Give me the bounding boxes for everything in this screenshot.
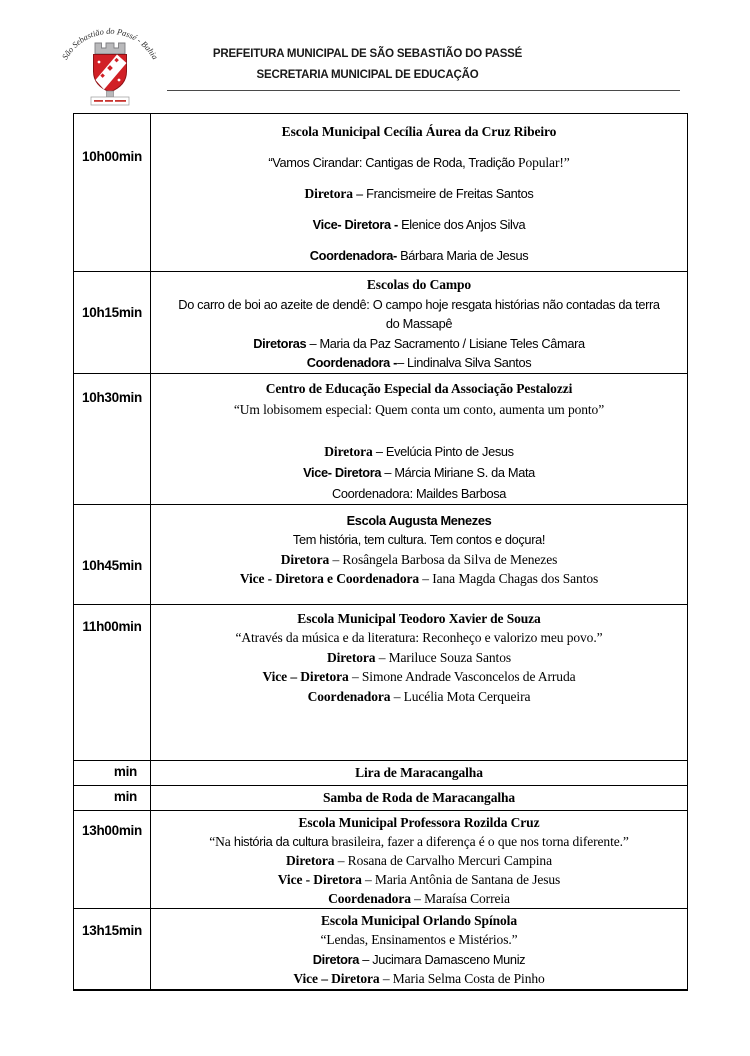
event-line [151,334,687,354]
header-divider-line [167,90,680,91]
time-cell [74,504,151,604]
org-name-line1: PREFEITURA MUNICIPAL DE SÃO SEBASTIÃO DO PASSÉ [212,48,523,60]
table-row [74,785,688,810]
text-segment: – Iana Magda Chagas dos Santos [419,571,599,586]
text-segment: Escola Municipal Orlando Spínola [321,912,517,928]
text-segment: Diretora [280,551,330,567]
time-cell [74,908,151,990]
event-line [151,178,687,209]
table-row [74,504,688,604]
table-row [74,760,688,785]
text-segment: “Através da música e da literatura: Reconheço e valorizo meu povo.” [235,630,603,645]
text-segment: Diretoras [253,335,307,351]
text-segment: Coordenadora [307,688,391,704]
text-segment: – Lucélia Mota Cerqueira [390,688,531,704]
text-segment: Francismeire de Freitas Santos [366,186,534,201]
table-row [74,810,688,908]
text-segment: Escolas do Campo [366,277,472,292]
time-label: 11h00min [82,618,142,634]
time-cell [74,114,151,272]
text-segment: “Vamos Cirandar: Cantigas de Roda, Tradição [268,155,519,170]
logo-pedestal [107,91,114,97]
time-cell [74,373,151,504]
event-line [151,911,687,931]
text-segment: – Maraísa Correia [410,890,510,906]
text-segment: Diretora [326,649,376,665]
event-line [151,314,687,334]
time-label: 10h15min [82,305,142,320]
text-segment: Vice- Diretora - [312,217,402,232]
event-cell [151,604,688,760]
text-segment: Vice – Diretora [262,669,349,684]
event-line [151,687,687,707]
org-name-line2: SECRETARIA MUNICIPAL DE EDUCAÇÃO [256,69,479,81]
event-line [151,275,687,295]
schedule-table-body [74,114,688,990]
text-segment: Elenice dos Anjos Silva [401,217,526,232]
text-segment: Diretora [324,443,373,459]
text-segment: – Rosana de Carvalho Mercuri Campina [334,852,552,868]
time-label: 13h15min [82,922,142,938]
event-cell [151,908,688,990]
event-cell [151,504,688,604]
table-row [74,908,688,990]
text-segment: “Lendas, Ensinamentos e Mistérios.” [320,932,518,947]
text-segment: – Evelúcia Pinto de Jesus [372,443,514,459]
event-cell [151,785,688,810]
event-line [151,813,687,832]
event-line [151,889,687,908]
text-segment: Escola Municipal Professora Rozilda Cruz [298,814,540,830]
event-line [151,399,687,420]
text-segment: Vice - Diretora e Coordenadora [239,571,420,586]
logo-arc-text-el: São Sebastião do Passé - Bahia [60,26,160,62]
text-segment: Do carro de boi ao azeite de dendê: O campo hoje resgata histórias não contadas da terra [178,296,660,312]
event-cell [151,373,688,504]
text-segment: “Um lobisomem especial: Quem conta um conto, aumenta um ponto” [233,401,605,417]
table-row [74,114,688,272]
event-cell [151,272,688,374]
event-line [151,609,687,629]
text-segment: Escola Municipal Teodoro Xavier de Souza [297,610,541,626]
event-line [151,832,687,851]
header-org-block [180,44,555,86]
time-cell [74,272,151,374]
event-line [151,870,687,889]
text-segment: Escola Municipal Cecília Áurea da Cruz Ribeiro [281,124,557,139]
event-line [151,462,687,483]
text-segment: Coordenadora [328,890,411,906]
event-line [151,530,687,550]
event-line [151,762,687,783]
text-segment: Vice - Diretora [277,871,362,887]
text-segment: “Na [209,833,234,849]
municipal-coat-of-arms [45,12,175,114]
event-line [151,420,687,441]
text-segment: – Rosângela Barbosa da Silva de Menezes [329,551,558,567]
event-line [151,441,687,462]
event-line [151,628,687,648]
text-segment: Popular!” [518,155,570,170]
text-segment: Samba de Roda de Maracangalha [322,789,516,805]
event-line [151,483,687,504]
text-segment: – Maria da Paz Sacramento / Lisiane Teles Câmara [306,335,585,351]
time-cell [74,810,151,908]
time-label: 13h00min [82,822,142,838]
event-line [151,787,687,808]
event-line [151,116,687,147]
text-segment: Bárbara Maria de Jesus [400,248,529,263]
event-line [151,209,687,240]
text-segment: brasileira, fazer a diferença é o que nos torna diferente.” [331,833,629,849]
table-row [74,604,688,760]
event-line [151,240,687,271]
event-cell [151,760,688,785]
text-segment: Lira de Maracangalha [355,764,483,780]
text-segment: – Jucimara Damasceno Muniz [359,951,526,967]
event-line [151,569,687,589]
event-line [151,295,687,315]
text-segment: Coordenadora - [306,355,398,370]
text-segment: – Simone Andrade Vasconcelos de Arruda [348,669,576,684]
text-segment: do Massapê [385,316,453,331]
time-label: 10h30min [82,389,142,405]
text-segment: – Mariluce Souza Santos [375,649,511,665]
text-segment: Vice – Diretora [293,971,380,986]
time-cell [74,785,151,810]
text-segment: – Maria Antônia de Santana de Jesus [361,871,561,887]
time-label: min [113,788,137,804]
text-segment: Centro de Educação Especial da Associação Pestalozzi [265,380,573,396]
text-segment: Diretora – [304,186,367,201]
text-segment: Diretora [286,852,335,868]
time-cell [74,604,151,760]
time-label: 10h45min [82,557,142,573]
time-label: min [113,763,137,779]
schedule-table [73,113,688,991]
event-line [151,550,687,570]
text-segment: – Márcia Miriane S. da Mata [381,464,535,480]
text-segment: história da cultura [233,833,332,849]
time-cell [74,760,151,785]
event-cell [151,114,688,272]
event-line [151,667,687,687]
crown-shape [95,43,125,54]
event-line [151,930,687,950]
time-label: 10h00min [82,149,142,164]
table-row [74,373,688,504]
event-line [151,648,687,668]
text-segment: – Lindinalva Silva Santos [397,355,532,370]
event-line [151,950,687,970]
event-line [151,511,687,531]
text-segment: Escola Augusta Menezes [346,512,492,528]
event-line [151,378,687,399]
event-line [151,969,687,989]
event-line [151,851,687,870]
text-segment: Tem história, tem cultura. Tem contos e doçura! [292,532,546,547]
text-segment: – Maria Selma Costa de Pinho [379,971,545,986]
text-segment: Vice- Diretora [303,464,382,480]
text-segment: Coordenadora- [309,248,401,263]
text-segment: Coordenadora: Maildes Barbosa [331,485,507,501]
event-line [151,353,687,373]
text-segment: Diretora [312,951,360,967]
event-cell [151,810,688,908]
event-line [151,147,687,178]
table-row [74,272,688,374]
